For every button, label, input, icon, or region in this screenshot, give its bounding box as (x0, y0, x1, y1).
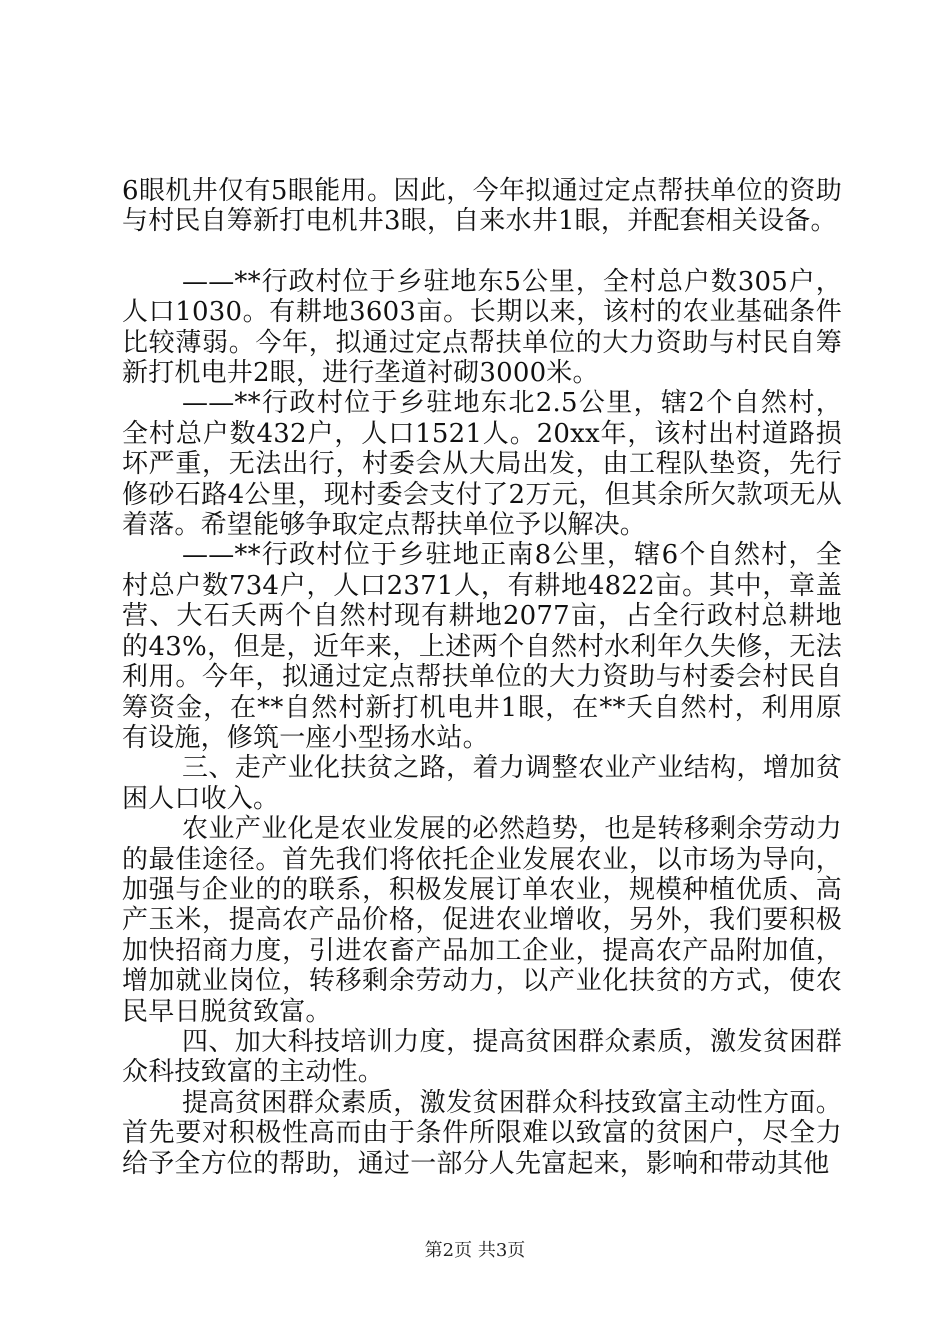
page-number-footer: 第2页 共3页 (424, 1240, 526, 1261)
paragraph-village-3: ——**行政村位于乡驻地正南8公里，辖6个自然村，全村总户数734户，人口2371人，有耕地4822亩。其中，章盖营、大石夭两个自然村现有耕地2077亩，占全行政村总耕地的43%，但是，近年来，上述两个自然村水利年久失修，无法利用。今年，拟通过定点帮扶单位的大力资助与村委会村民自筹资金，在**自然村新打机电井1眼，在**夭自然村，利用原有设施，修筑一座小型扬水站。 (122, 540, 842, 753)
paragraph-village-1: ——**行政村位于乡驻地东5公里，全村总户数305户，人口1030。有耕地3603亩。长期以来，该村的农业基础条件比较薄弱。今年，拟通过定点帮扶单位的大力资助与村民自筹新打机电井2眼，进行垄道衬砌3000米。 (122, 266, 842, 389)
section-heading-4: 四、加大科技培训力度，提高贫困群众素质，激发贫困群众科技致富的主动性。 (122, 1026, 842, 1088)
paragraph-training: 提高贫困群众素质，激发贫困群众科技致富主动性方面。首先要对积极性高而由于条件所限难以致富的贫困户，尽全力给予全方位的帮助，通过一部分人先富起来，影响和带动其他 (122, 1087, 842, 1179)
paragraph-gap (122, 237, 842, 267)
paragraph-industrialization: 农业产业化是农业发展的必然趋势，也是转移剩余劳动力的最佳途径。首先我们将依托企业发展农业，以市场为导向，加强与企业的的联系，积极发展订单农业，规模种植优质、高产玉米，提高农产品价格，促进农业增收，另外，我们要积极加快招商力度，引进农畜产品加工企业，提高农产品附加值，增加就业岗位，转移剩余劳动力，以产业化扶贫的方式，使农民早日脱贫致富。 (122, 814, 842, 1027)
document-body (122, 176, 842, 1179)
paragraph-village-2: ——**行政村位于乡驻地东北2.5公里，辖2个自然村，全村总户数432户，人口1521人。20xx年，该村出村道路损坏严重，无法出行，村委会从大局出发，由工程队垫资，先行修砂石路4公里，现村委会支付了2万元，但其余所欠款项无从着落。希望能够争取定点帮扶单位予以解决。 (122, 388, 842, 541)
section-heading-3: 三、走产业化扶贫之路，着力调整农业产业结构，增加贫困人口收入。 (122, 753, 842, 814)
paragraph-continuation: 6眼机井仅有5眼能用。因此，今年拟通过定点帮扶单位的资助与村民自筹新打电机井3眼，自来水井1眼，并配套相关设备。 (122, 176, 842, 237)
